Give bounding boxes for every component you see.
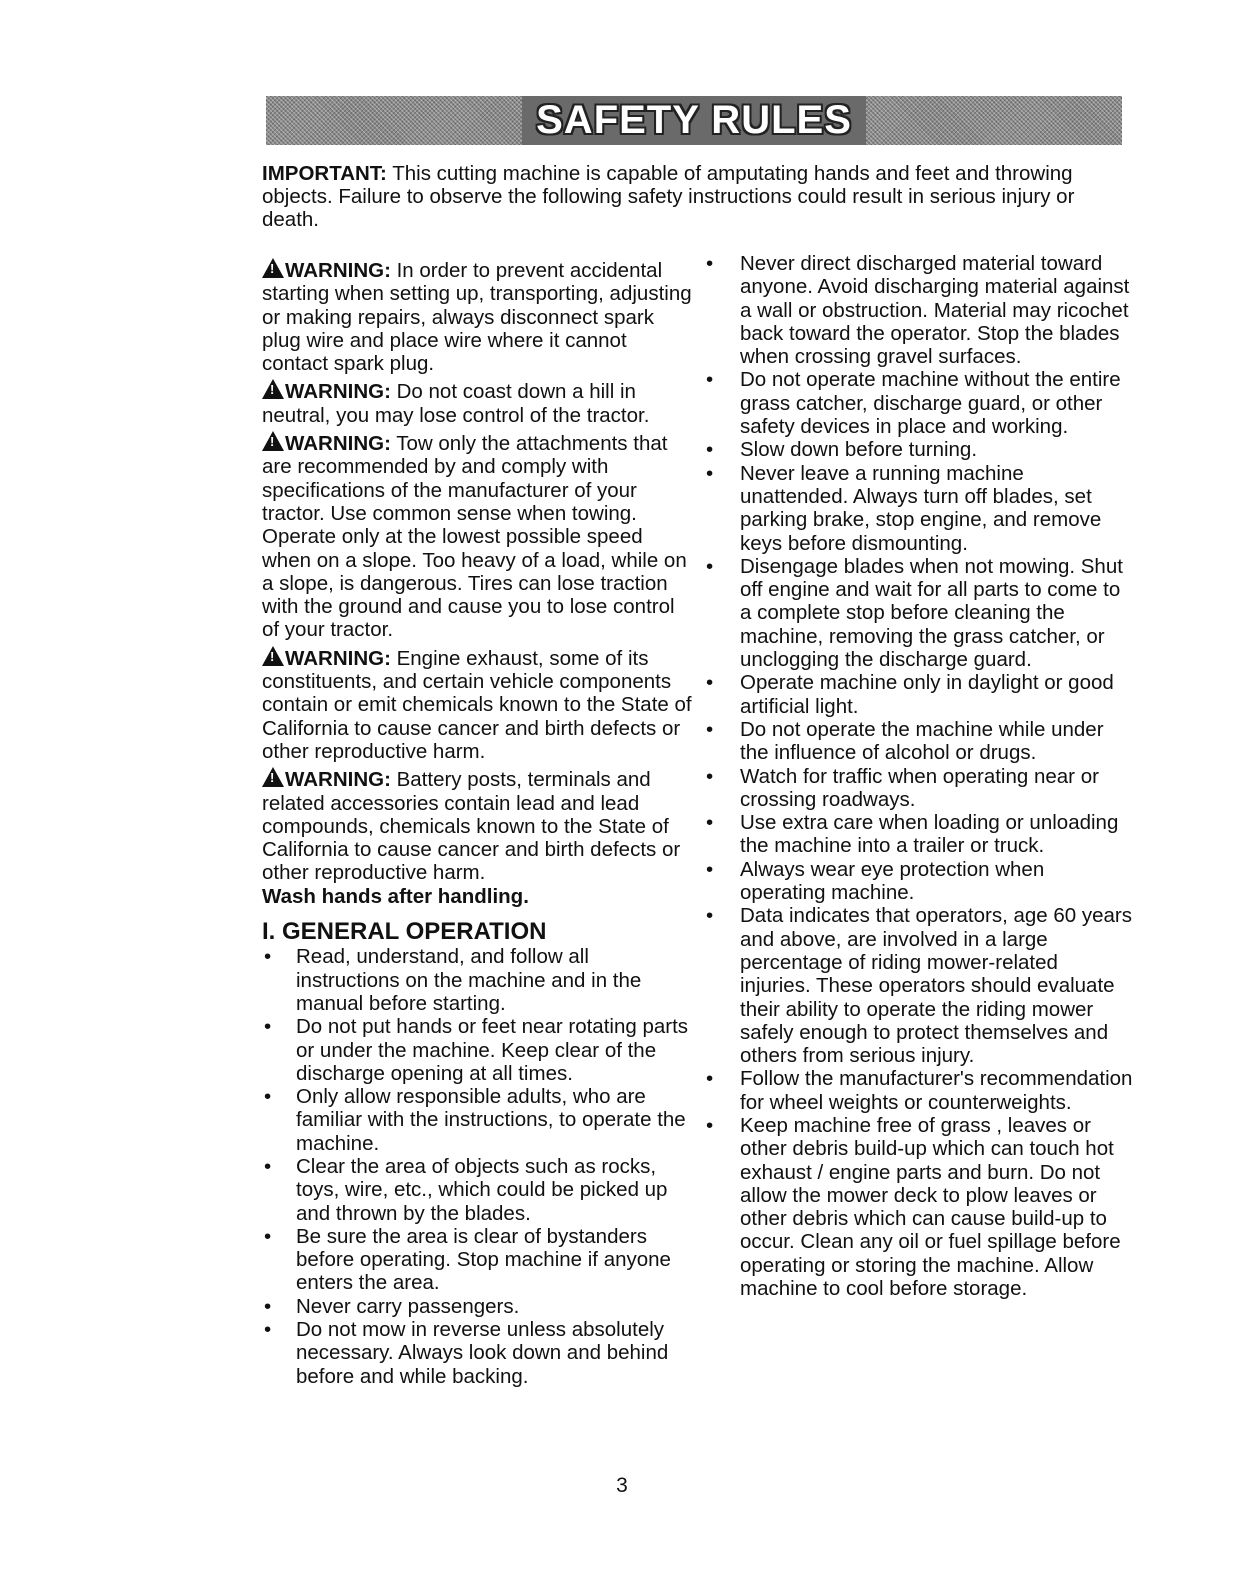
list-item: • Watch for traffic when operating near or crossing roadways. xyxy=(704,765,1134,812)
list-item: • Use extra care when loading or unloading the machine into a trailer or truck. xyxy=(704,811,1134,858)
list-item: • Keep machine free of grass , leaves or other debris build-up which can touch hot exhaust / engine parts and burn. Do not allow the mower deck to plow leaves or other debris which can cause build-up to occur. Clean any oil or fuel spillage before operating or storing the machine. Allow machine to cool before storage. xyxy=(704,1114,1134,1300)
warning-triangle-icon xyxy=(262,379,284,399)
warning-label: WARNING: xyxy=(285,768,391,792)
warning-label: WARNING: xyxy=(285,646,391,670)
warning-triangle-icon xyxy=(262,646,284,666)
list-item: • Do not operate the machine while under the influence of alcohol or drugs. xyxy=(704,718,1134,765)
list-item: • Do not operate machine without the entire grass catcher, discharge guard, or other safety devices in place and working. xyxy=(704,368,1134,438)
warning-block xyxy=(262,646,692,763)
left-column xyxy=(262,258,692,1388)
important-text: This cutting machine is capable of amputating hands and feet and throwing objects. Failure to observe the following safety instructions could result in serious injury or death. xyxy=(262,162,1075,231)
warning-text: In order to prevent accidental starting when setting up, transporting, adjusting or making repairs, always disconnect spark plug wire and place wire where it cannot contact spark plug. xyxy=(262,259,692,376)
list-item: • Clear the area of objects such as rocks, toys, wire, etc., which could be picked up and thrown by the blades. xyxy=(262,1155,692,1225)
list-item: • Only allow responsible adults, who are familiar with the instructions, to operate the machine. xyxy=(262,1085,692,1155)
list-item: • Never leave a running machine unattended. Always turn off blades, set parking brake, stop engine, and remove keys before dismounting. xyxy=(704,462,1134,555)
warning-triangle-icon xyxy=(262,431,284,451)
warning-block xyxy=(262,767,692,908)
section-title: I. GENERAL OPERATION xyxy=(262,918,547,946)
warning-label: WARNING: xyxy=(285,259,391,282)
warning-text: Do not coast down a hill in neutral, you may lose control of the tractor. xyxy=(262,380,650,427)
list-item: • Data indicates that operators, age 60 years and above, are involved in a large percentage of riding mower-related injuries. These operators should evaluate their ability to operate the riding mower safely enough to protect themselves and others from serious injury. xyxy=(704,904,1134,1067)
warning-text: Engine exhaust, some of its constituents, and certain vehicle components contain or emit chemicals known to the State of California to cause cancer and birth defects or other reproductive harm. xyxy=(262,646,692,763)
list-item: • Be sure the area is clear of bystanders before operating. Stop machine if anyone enters the area. xyxy=(262,1225,692,1295)
list-item: • Do not mow in reverse unless absolutely necessary. Always look down and behind before and while backing. xyxy=(262,1318,692,1388)
warning-triangle-icon xyxy=(262,258,284,278)
list-item: • Slow down before turning. xyxy=(704,438,1134,461)
page-number: 3 xyxy=(616,1474,628,1497)
list-item: • Operate machine only in daylight or good artificial light. xyxy=(704,671,1134,718)
right-column xyxy=(704,252,1134,1300)
list-item: • Always wear eye protection when operating machine. xyxy=(704,858,1134,905)
important-notice xyxy=(262,162,1102,231)
left-rule-list xyxy=(262,945,692,1388)
warning-block xyxy=(262,379,692,427)
warning-label: WARNING: xyxy=(285,432,391,456)
warning-triangle-icon xyxy=(262,767,284,787)
warning-emphasis: Wash hands after handling. xyxy=(262,884,529,908)
warning-label: WARNING: xyxy=(285,380,391,404)
list-item: • Read, understand, and follow all instructions on the machine and in the manual before starting. xyxy=(262,945,692,1015)
list-item: • Disengage blades when not mowing. Shut off engine and wait for all parts to come to a complete stop before cleaning the machine, removing the grass catcher, or unclogging the discharge guard. xyxy=(704,555,1134,671)
list-item: • Follow the manufacturer's recommendation for wheel weights or counterweights. xyxy=(704,1067,1134,1114)
section-banner xyxy=(266,96,1122,145)
banner-title: SAFETY RULES xyxy=(522,96,866,145)
list-item: • Do not put hands or feet near rotating parts or under the machine. Keep clear of the discharge opening at all times. xyxy=(262,1015,692,1085)
warning-block xyxy=(262,431,692,642)
warning-text: Battery posts, terminals and related accessories contain lead and lead compounds, chemicals known to the State of California to cause cancer and birth defects or other reproductive harm. xyxy=(262,768,681,885)
list-item: • Never direct discharged material toward anyone. Avoid discharging material against a wall or obstruction. Material may ricochet back toward the operator. Stop the blades when crossing gravel surfaces. xyxy=(704,252,1134,368)
list-item: • Never carry passengers. xyxy=(262,1295,692,1318)
right-rule-list xyxy=(704,252,1134,1300)
important-label: IMPORTANT: xyxy=(262,162,387,185)
warning-text: Tow only the attachments that are recommended by and comply with specifications of the manufacturer of your tractor. Use common sense when towing. Operate only at the lowest possible speed when on a slope. Too heavy of a load, while on a slope, is dangerous. Tires can lose traction with the ground and cause you to lose control of your tractor. xyxy=(262,432,687,642)
warning-block xyxy=(262,258,692,375)
